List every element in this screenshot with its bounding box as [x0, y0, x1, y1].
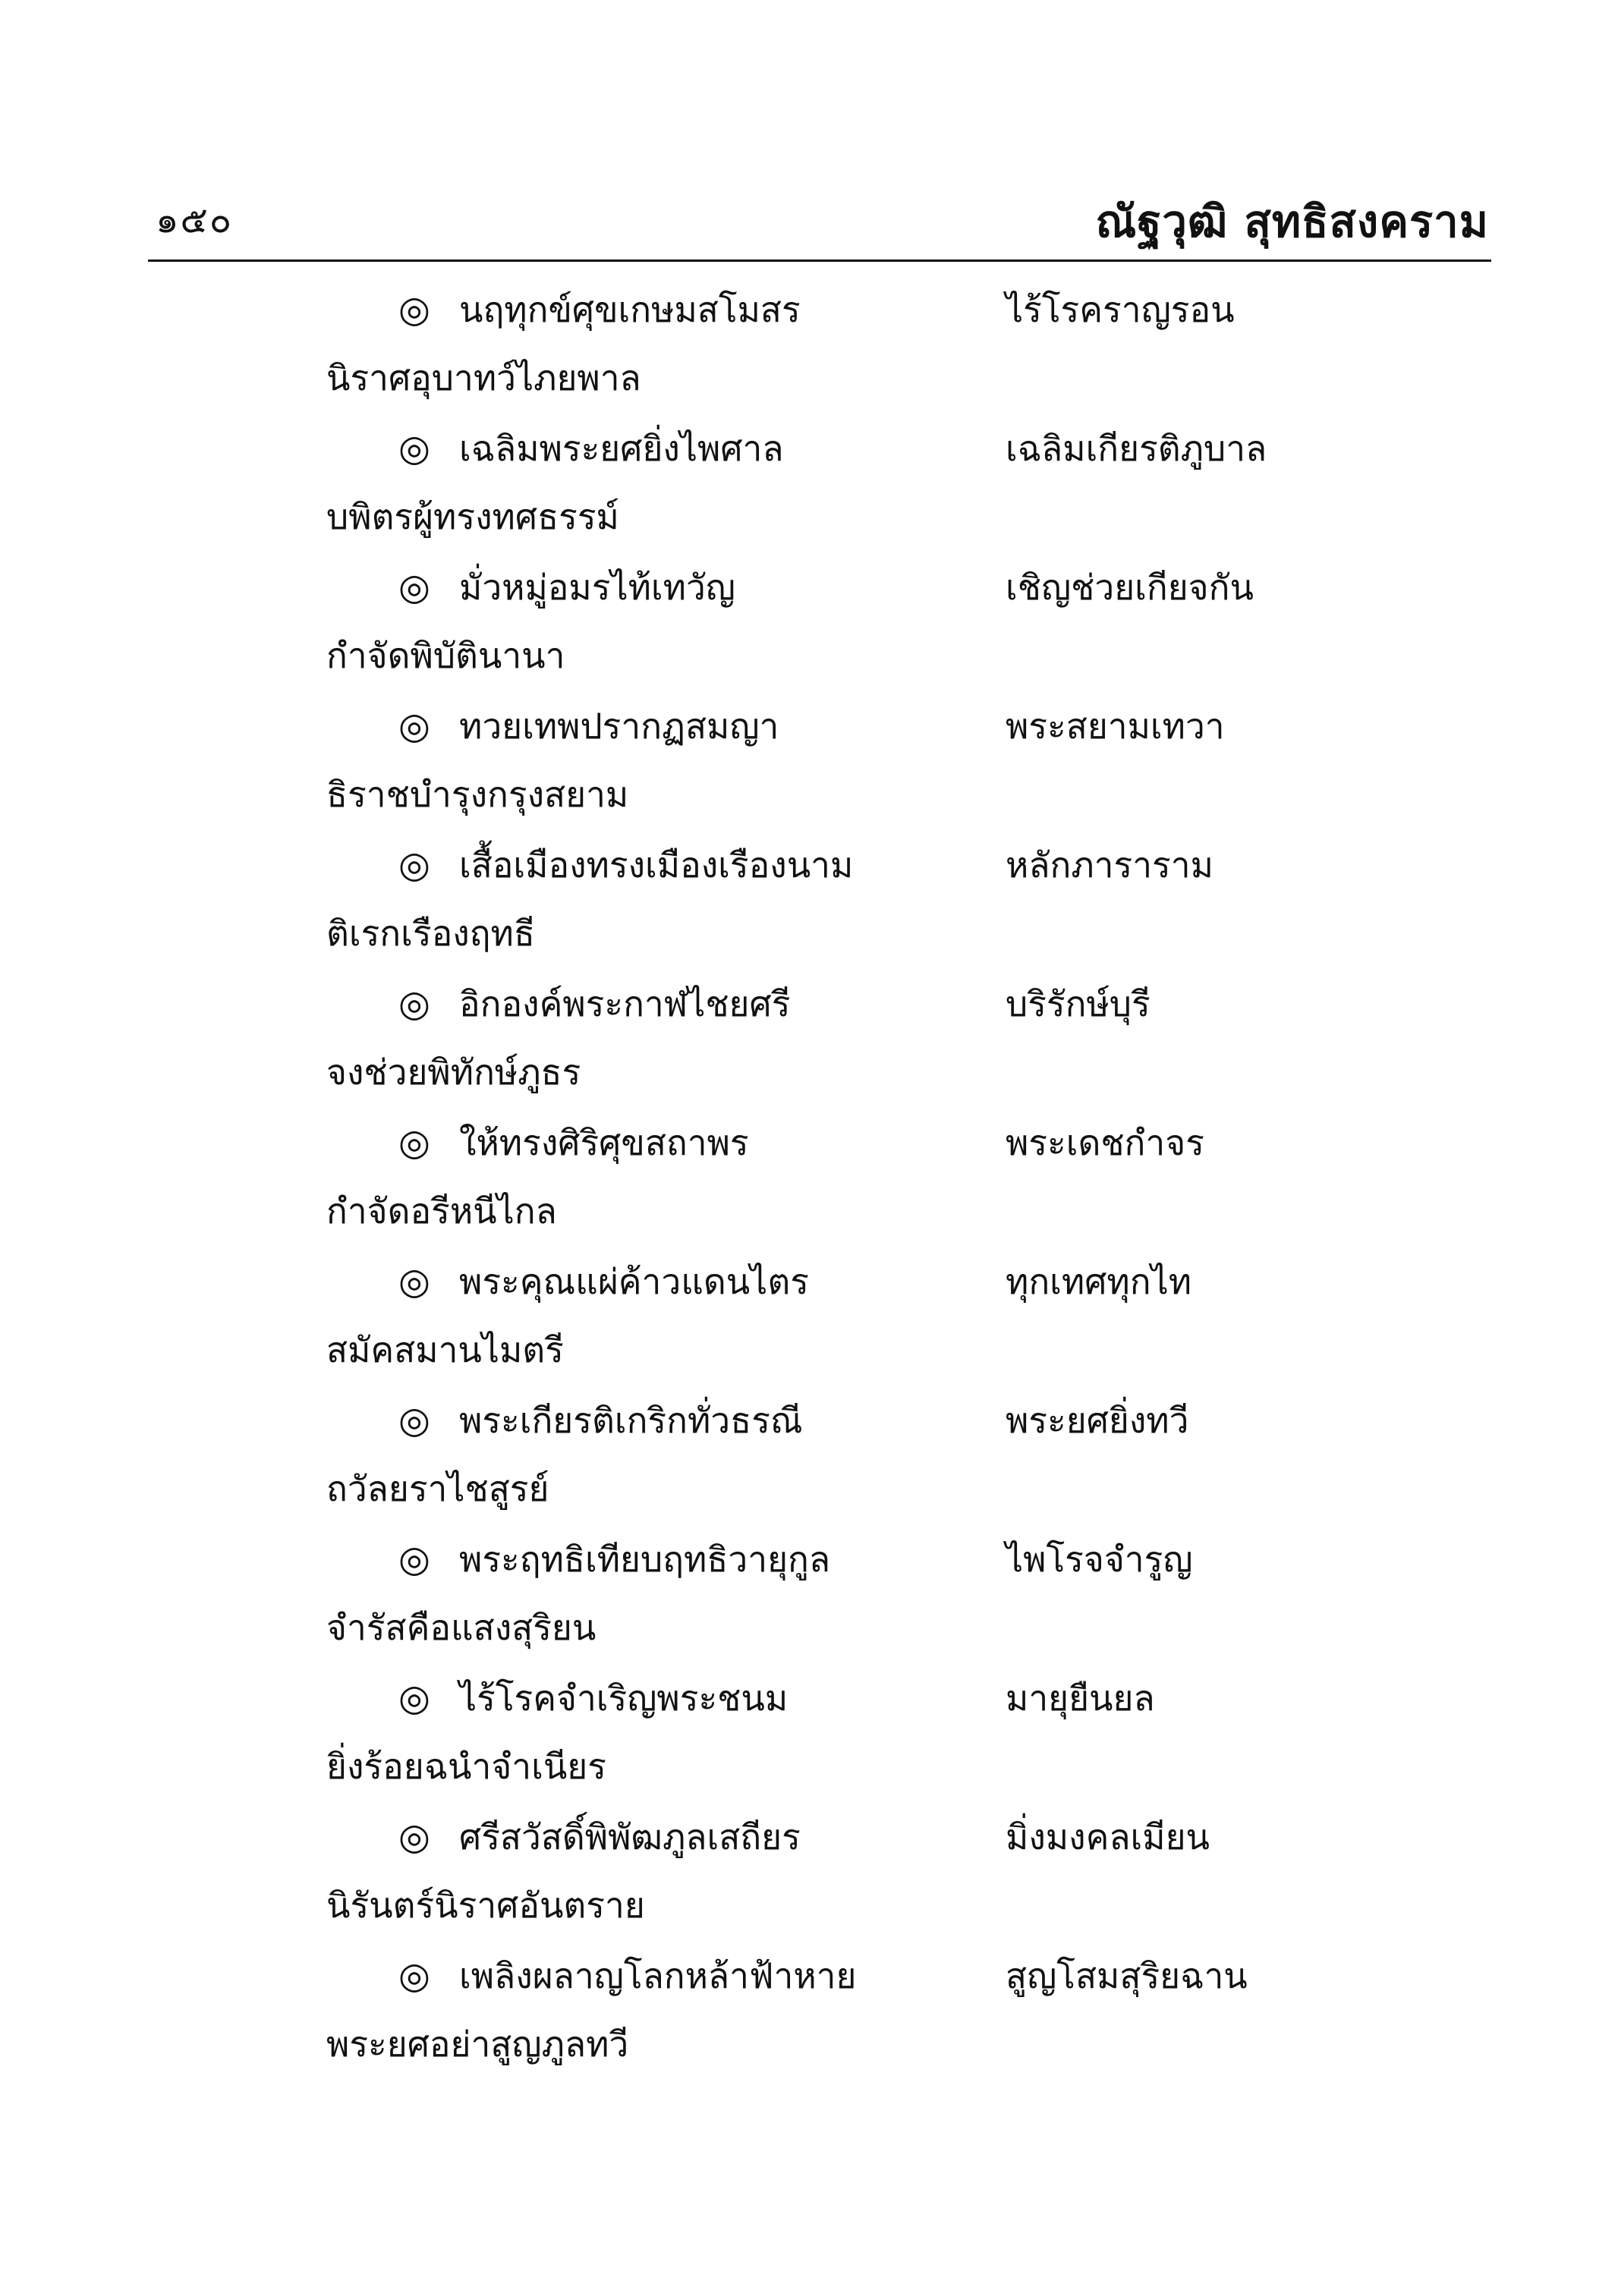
stanza	[0, 1810, 1618, 1948]
stanza-first-text: เพลิงผลาญโลกหล้าฟ้าหาย	[459, 1955, 857, 1996]
stanza-first-line	[398, 282, 801, 338]
stanza	[0, 977, 1618, 1115]
stanza-first-line	[398, 699, 779, 754]
stanza	[0, 1532, 1618, 1671]
stanza-first-line	[398, 1115, 749, 1171]
stanza-second-text: ไร้โรคราญรอน	[1006, 289, 1235, 330]
stanza-second-text: ไพโรจจำรูญ	[1006, 1539, 1193, 1580]
stanza-second-text: พระเดชกำจร	[1006, 1122, 1204, 1163]
stanza-third-text: นิราศอุบาทว์ไภยพาล	[326, 357, 641, 398]
stanza-second-text: มายุยืนยล	[1006, 1678, 1155, 1719]
stanza-second-text: มิ่งมงคลเมียน	[1006, 1816, 1210, 1857]
stanza-first-text: พระฤทธิเทียบฤทธิวายุกูล	[459, 1539, 831, 1580]
stanza-first-line	[398, 421, 784, 476]
stanza-third-text: จงช่วยพิทักษ์ภูธร	[326, 1052, 581, 1093]
stanza	[0, 699, 1618, 838]
stanza-first-text: อิกองค์พระกาฬไชยศรี	[459, 983, 791, 1024]
verse-marker-icon: ◎	[398, 705, 430, 747]
stanza	[0, 282, 1618, 421]
page-number: ๑๕๐	[156, 199, 234, 241]
verse-marker-icon: ◎	[398, 566, 430, 609]
verse-marker-icon: ◎	[398, 1121, 430, 1164]
stanza-second-text: ทุกเทศทุกไท	[1006, 1261, 1192, 1302]
stanza-third-text: กำจัดพิบัตินานา	[326, 635, 565, 676]
stanza-second-text: หลักภาราราม	[1006, 844, 1214, 885]
stanza	[0, 1671, 1618, 1810]
stanza-third-text: ติเรกเรืองฤทธี	[326, 913, 535, 954]
stanza-first-line	[398, 838, 853, 893]
stanza-third-text: นิรันตร์นิราศอันตราย	[326, 1885, 645, 1926]
stanza-first-text: พระคุณแผ่ค้าวแดนไตร	[459, 1261, 809, 1302]
verse-marker-icon: ◎	[398, 1399, 430, 1442]
stanza-first-text: พระเกียรติเกริกทั่วธรณี	[459, 1400, 803, 1441]
stanza-second-text: พระสยามเทวา	[1006, 706, 1225, 747]
stanza-first-text: นฤทุกข์ศุขเกษมสโมสร	[459, 289, 801, 330]
stanza	[0, 1948, 1618, 2087]
stanza	[0, 560, 1618, 699]
verse-marker-icon: ◎	[398, 844, 430, 886]
stanza-second-text: เชิญช่วยเกียจกัน	[1006, 567, 1254, 608]
stanza-first-text: ไร้โรคจำเริญพระชนม	[459, 1678, 789, 1719]
stanza-second-text: บริรักษ์บุรี	[1006, 983, 1151, 1024]
stanza-third-text: จำรัสคือแสงสุริยน	[326, 1607, 597, 1648]
stanza-third-text: ธิราชบำรุงกรุงสยาม	[326, 774, 629, 815]
verse-marker-icon: ◎	[398, 1816, 430, 1858]
verse-marker-icon: ◎	[398, 288, 430, 331]
stanza-first-text: ทวยเทพปรากฏสมญา	[459, 706, 779, 747]
stanza-first-line	[398, 1948, 856, 2004]
stanza-first-text: ศรีสวัสดิ์พิพัฒภูลเสถียร	[459, 1816, 801, 1857]
verse-marker-icon: ◎	[398, 1955, 430, 1997]
verse-marker-icon: ◎	[398, 983, 430, 1025]
stanza-third-text: ถวัลยราไชสูรย์	[326, 1468, 549, 1509]
stanza-first-line	[398, 977, 790, 1032]
stanza-first-line	[398, 1393, 803, 1448]
verse-body	[0, 282, 1618, 2087]
stanza-first-text: เสื้อเมืองทรงเมืองเรืองนาม	[459, 844, 854, 885]
header-rule	[148, 259, 1491, 262]
author-name: ณัฐวุฒิ สุทธิสงคราม	[1095, 196, 1489, 247]
stanza-first-text: เฉลิมพระยศยิ่งไพศาล	[459, 428, 784, 469]
stanza-first-text: ให้ทรงศิริศุขสถาพร	[459, 1122, 749, 1163]
stanza	[0, 1115, 1618, 1254]
stanza	[0, 838, 1618, 977]
stanza	[0, 1254, 1618, 1393]
stanza-second-text: สูญโสมสุริยฉาน	[1006, 1955, 1248, 1996]
stanza-second-text: พระยศยิ่งทวี	[1006, 1400, 1189, 1441]
verse-marker-icon: ◎	[398, 1538, 430, 1580]
stanza-first-line	[398, 1532, 830, 1587]
stanza-first-text: มั่วหมู่อมรไท้เทวัญ	[459, 567, 735, 608]
stanza-first-line	[398, 1671, 788, 1726]
stanza-first-line	[398, 1810, 801, 1865]
verse-marker-icon: ◎	[398, 427, 430, 470]
stanza-first-line	[398, 560, 735, 615]
stanza-third-text: บพิตรผู้ทรงทศธรรม์	[326, 496, 619, 537]
stanza	[0, 421, 1618, 560]
stanza-third-text: กำจัดอรีหนีไกล	[326, 1190, 557, 1231]
stanza-third-text: สมัคสมานไมตรี	[326, 1329, 564, 1370]
stanza-first-line	[398, 1254, 809, 1310]
stanza-second-text: เฉลิมเกียรติภูบาล	[1006, 428, 1267, 469]
stanza-third-text: พระยศอย่าสูญภูลทวี	[326, 2024, 629, 2065]
verse-marker-icon: ◎	[398, 1677, 430, 1719]
stanza	[0, 1393, 1618, 1532]
stanza-third-text: ยิ่งร้อยฉนำจำเนียร	[326, 1746, 606, 1787]
verse-marker-icon: ◎	[398, 1260, 430, 1303]
